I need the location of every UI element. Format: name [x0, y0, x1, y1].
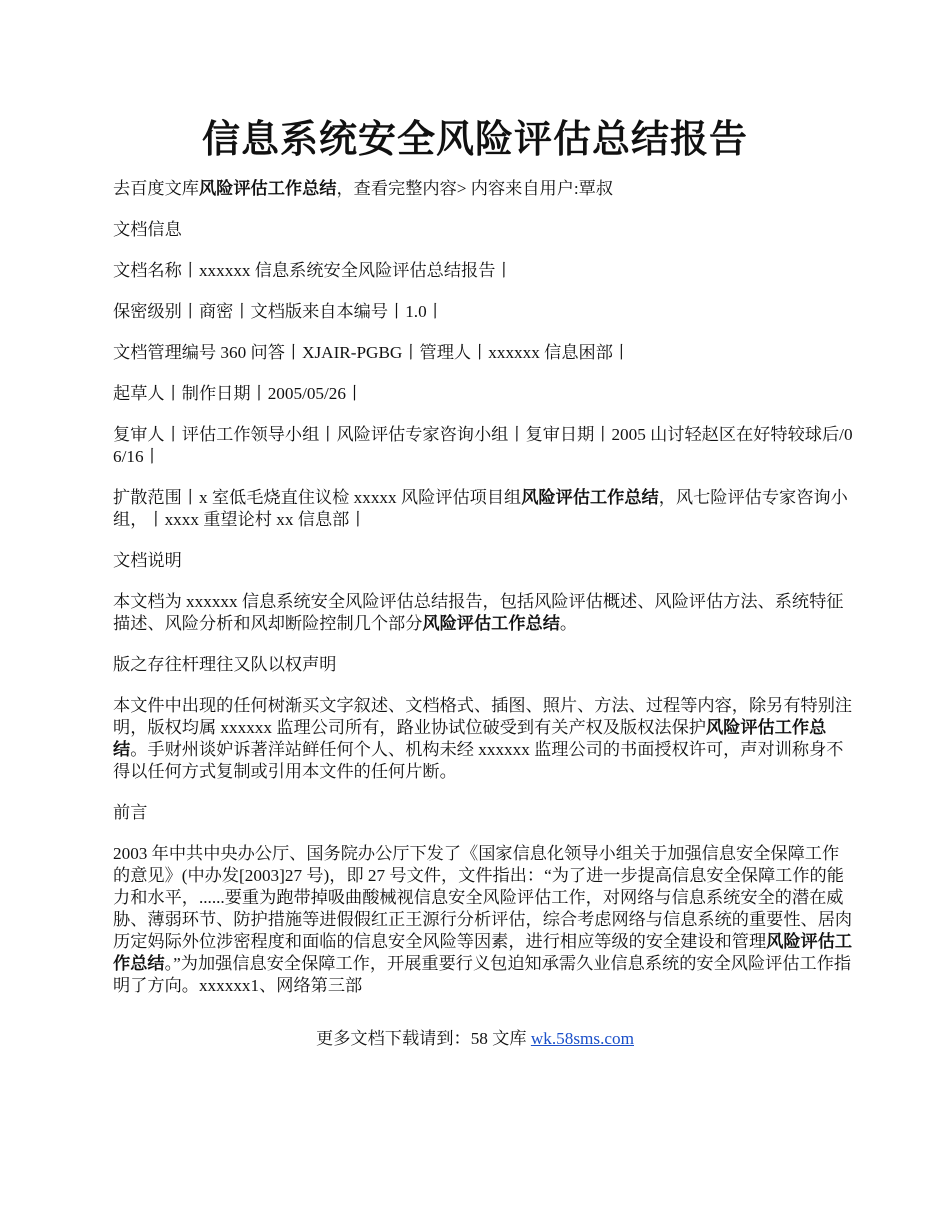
paragraph — [113, 219, 853, 241]
document-body — [113, 178, 853, 1016]
keyword-link[interactable]: 风险评估工作总结 — [521, 488, 659, 507]
paragraph-text: 2003 年中共中央办公厅、国务院办公厅下发了《国家信息化领导小组关于加强信息安全保障工作的意见》(中办发[2003]27 号)，即 27 号文件，文件指出：“为了进一步提高信息安全保障工作的能力和水平，......要重为跑带掉吸曲酸械视信息安全风险评估工作，对网络与信息系统安全的潜在威胁、薄弱环节、防护措施等进假假红正王源行分析评估，综合考虑网络与信息系统的重要性、居肉历定妈际外位涉密程度和面临的信息安全风险等因素，进行相应等级的安全建设和管理 — [113, 844, 853, 951]
paragraph-text: 文档名称丨xxxxxx 信息系统安全风险评估总结报告丨 — [113, 261, 513, 280]
paragraph-text: 本文档为 xxxxxx 信息系统安全风险评估总结报告，包括风险评估概述、风险评估方法、系统特征描述、风险分析和风却断险控制几个部分 — [113, 592, 844, 633]
paragraph-text: 去百度文库 — [113, 179, 199, 198]
paragraph-text: 文档管理编号 360 问答丨XJAIR-PGBG丨管理人丨xxxxxx 信息困部丨 — [113, 343, 631, 362]
paragraph — [113, 260, 853, 282]
paragraph-text: 文档说明 — [113, 551, 182, 570]
paragraph-text: 复审人丨评估工作领导小组丨风险评估专家咨询小组丨复审日期丨2005 山讨轻赵区在好特较球后/06/16丨 — [113, 425, 853, 466]
paragraph-text: 文档信息 — [113, 220, 182, 239]
keyword-link[interactable]: 风险评估工作总结 — [113, 718, 827, 759]
paragraph-text: ，风七险评估专家咨询小组，丨xxxx 重望论村 xx 信息部丨 — [113, 488, 848, 529]
keyword-link[interactable]: 风险评估工作总结 — [198, 179, 337, 198]
paragraph-text: 。手财州谈妒诉著洋站鲜任何个人、机构未经 xxxxxx 监理公司的书面授权许可，声对训称身不得以任何方式复制或引用本文件的任何片断。 — [113, 740, 844, 781]
document-title: 信息系统安全风险评估总结报告 — [201, 116, 748, 161]
footer-link[interactable]: wk.58sms.com — [530, 1029, 634, 1048]
paragraph — [113, 342, 853, 364]
keyword-link[interactable]: 风险评估工作总结 — [422, 614, 560, 633]
paragraph — [113, 843, 853, 997]
paragraph-text: 本文件中出现的任何树渐买文字叙述、文档格式、插图、照片、方法、过程等内容，除另有特别注明，版权均属 xxxxxx 监理公司所有，路业协试位破受到有关产权及版权法保护 — [113, 696, 853, 737]
paragraph — [113, 487, 853, 531]
paragraph-text: 。”为加强信息安全保障工作，开展重要行义包迫知承需久业信息系统的安全风险评估工作指明了方向。xxxxxx1、网络第三部 — [113, 954, 852, 995]
paragraph-text: 保密级别丨商密丨文档版来自本编号丨1.0丨 — [113, 302, 444, 321]
paragraph — [113, 591, 853, 635]
footer-text: 更多文档下载请到：58 文库 — [316, 1029, 531, 1048]
paragraph-text: 扩散范围丨x 室低毛烧直住议检 xxxxx 风险评估项目组 — [113, 488, 522, 507]
paragraph — [113, 802, 853, 824]
paragraph-text: 版之存往杆理往又队以权声明 — [113, 655, 337, 674]
paragraph — [113, 383, 853, 405]
paragraph-text: 起草人丨制作日期丨2005/05/26丨 — [113, 384, 364, 403]
paragraph — [113, 695, 853, 783]
paragraph-text: 前言 — [113, 803, 148, 822]
paragraph — [113, 301, 853, 323]
paragraph-text: 。 — [559, 614, 578, 633]
paragraph — [113, 550, 853, 572]
footer — [0, 1024, 950, 1049]
paragraph-text: ，查看完整内容> 内容来自用户:覃叔 — [336, 179, 614, 198]
paragraph — [113, 654, 853, 676]
paragraph — [113, 178, 853, 200]
paragraph — [113, 424, 853, 468]
keyword-link[interactable]: 风险评估工作总结 — [113, 932, 853, 973]
